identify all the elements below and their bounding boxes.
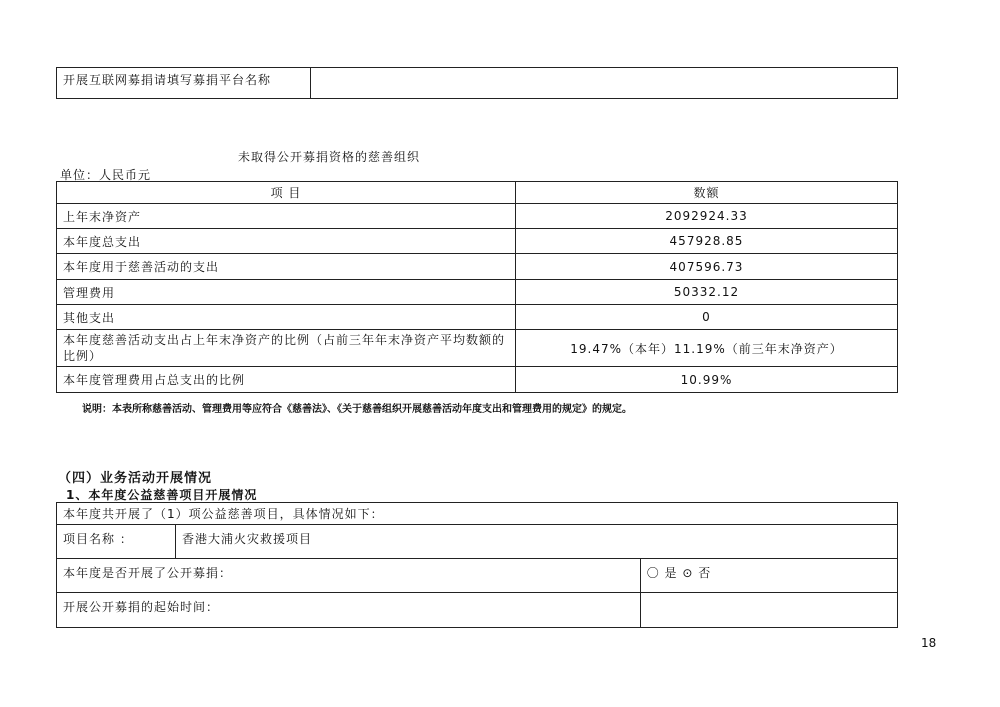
- start-time-label: 开展公开募捐的起始时间：: [57, 593, 641, 628]
- row-label: 本年度慈善活动支出占上年末净资产的比例（占前三年年末净资产平均数额的比例）: [57, 330, 516, 367]
- row-label: 本年度总支出: [57, 229, 516, 254]
- row-value: 457928.85: [516, 229, 898, 254]
- fundraise-options[interactable]: 〇 是 ⊙ 否: [640, 559, 897, 593]
- start-time-value: [640, 593, 897, 628]
- row-label: 其他支出: [57, 305, 516, 330]
- table-row: [57, 593, 898, 628]
- platform-table: [56, 67, 898, 99]
- table-row: [57, 229, 898, 254]
- row-label: 管理费用: [57, 280, 516, 305]
- row-value: 19.47%（本年）11.19%（前三年末净资产）: [516, 330, 898, 367]
- row-value: 407596.73: [516, 254, 898, 280]
- table-row: [57, 280, 898, 305]
- header-item: 项 目: [57, 182, 516, 204]
- fundraise-label: 本年度是否开展了公开募捐：: [57, 559, 641, 593]
- page-number: 18: [921, 636, 937, 650]
- table-row: [57, 559, 898, 593]
- finance-table: [56, 181, 898, 393]
- row-label: 本年度用于慈善活动的支出: [57, 254, 516, 280]
- unit-label: 单位：人民币元: [60, 168, 152, 182]
- row-label: 本年度管理费用占总支出的比例: [57, 367, 516, 393]
- finance-title: 未取得公开募捐资格的慈善组织: [238, 150, 421, 164]
- project-name-label: 项目名称 ：: [57, 525, 176, 559]
- section-heading: （四）业务活动开展情况: [58, 471, 213, 486]
- table-row: [57, 503, 898, 525]
- row-value: 10.99%: [516, 367, 898, 393]
- table-row: [57, 305, 898, 330]
- projects-table: [56, 502, 898, 628]
- table-row: [57, 367, 898, 393]
- platform-value: [311, 68, 898, 99]
- table-row: [57, 254, 898, 280]
- platform-label: 开展互联网募捐请填写募捐平台名称: [57, 68, 311, 99]
- section-subheading: 1、本年度公益慈善项目开展情况: [66, 488, 258, 502]
- projects-intro: 本年度共开展了（1）项公益慈善项目，具体情况如下：: [57, 503, 898, 525]
- table-row: [57, 525, 898, 559]
- header-amount: 数额: [516, 182, 898, 204]
- finance-note: 说明：本表所称慈善活动、管理费用等应符合《慈善法》、《关于慈善组织开展慈善活动年度支出和管理费用的规定》的规定。: [82, 404, 632, 415]
- table-row: [57, 204, 898, 229]
- row-value: 2092924.33: [516, 204, 898, 229]
- table-row: [57, 330, 898, 367]
- row-value: 0: [516, 305, 898, 330]
- project-name-value: 香港大浦火灾救援项目: [176, 525, 898, 559]
- row-value: 50332.12: [516, 280, 898, 305]
- row-label: 上年末净资产: [57, 204, 516, 229]
- finance-header-row: [57, 182, 898, 204]
